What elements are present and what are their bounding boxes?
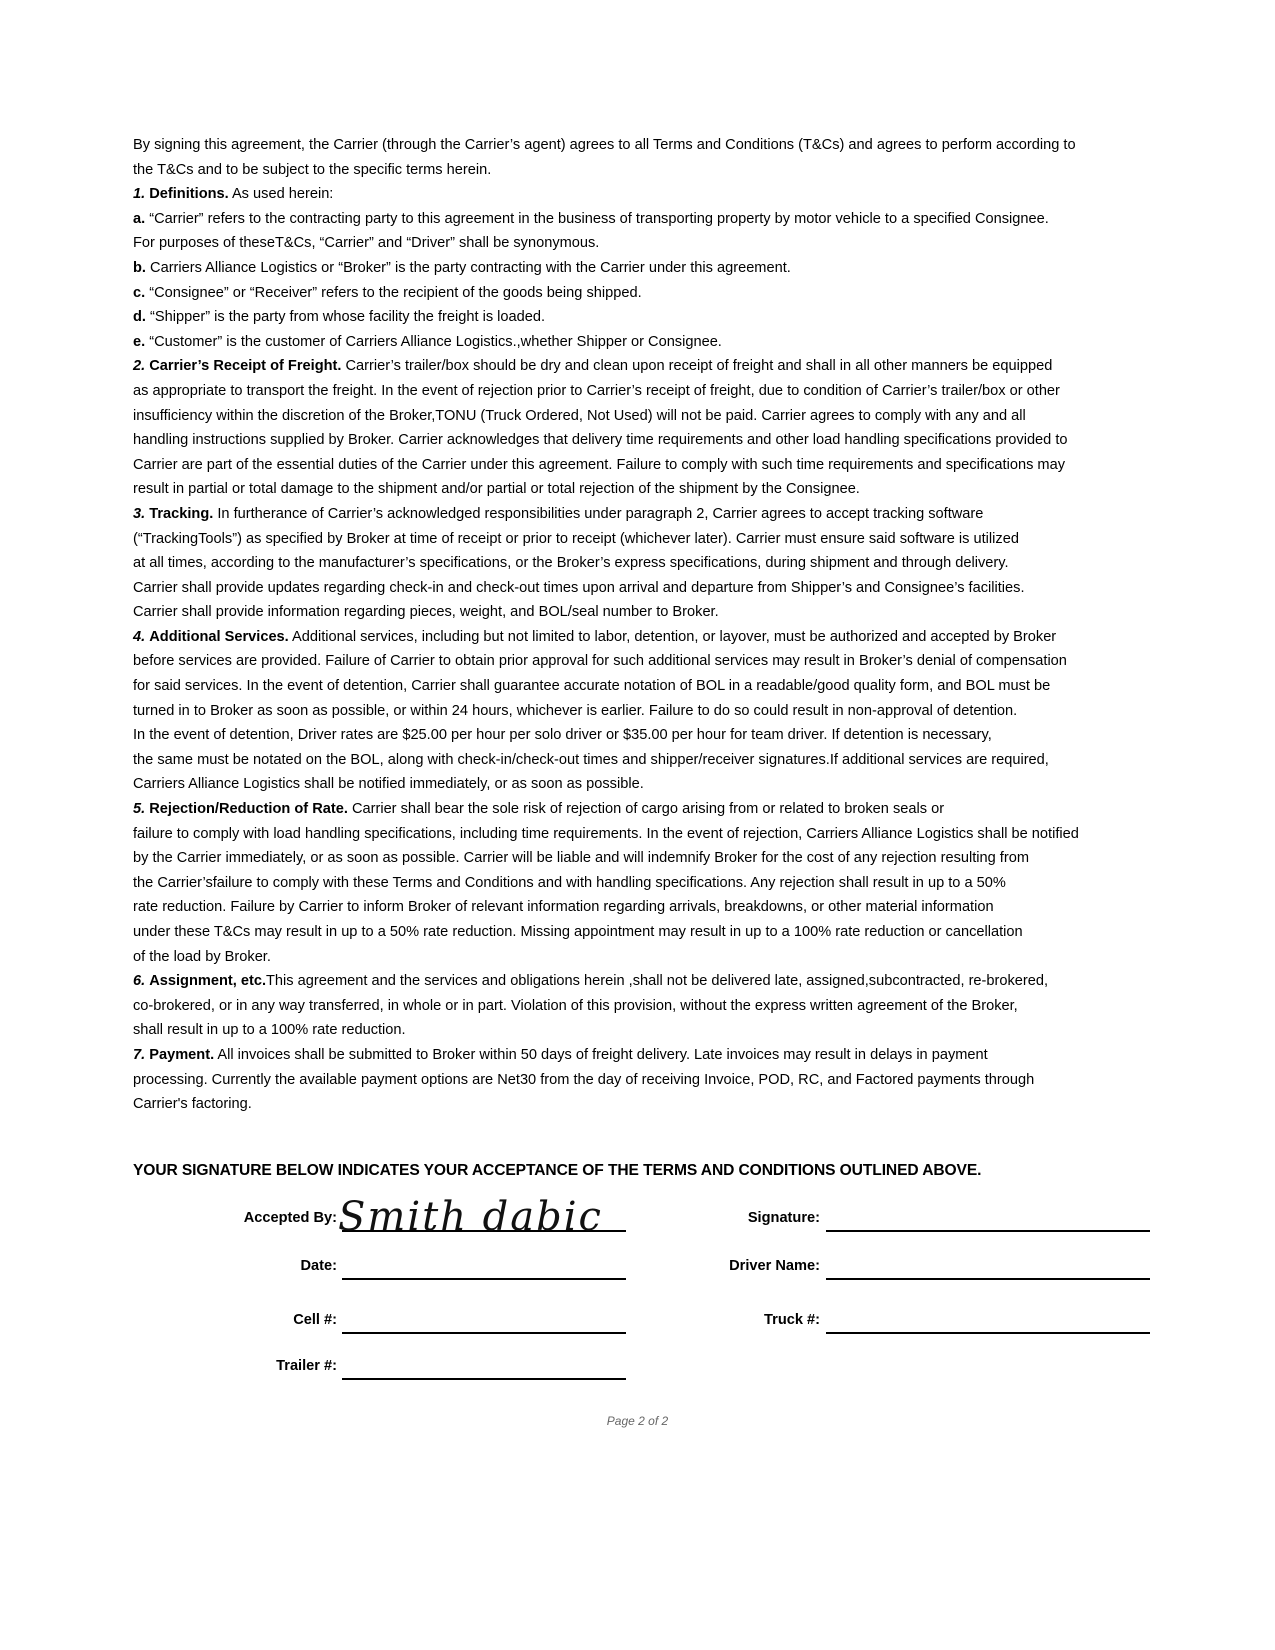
section-text: Carrier’s trailer/box should be dry and clean upon receipt of freight and shall in all other manners be equipped (341, 358, 1053, 375)
signature-text: Smith dabic (338, 1194, 603, 1240)
definition-label: c. (133, 284, 146, 301)
section-number: 7. (133, 1046, 146, 1063)
definition-a-cont: For purposes of theseT&Cs, “Carrier” and “Driver” shall be synonymous. (133, 235, 600, 252)
handwritten-signature (336, 1186, 636, 1242)
section-line: insufficiency within the discretion of the Broker,TONU (Truck Ordered, Not Used) will not be paid. Carrier agrees to comply with any and all (133, 407, 1026, 424)
cell-label: Cell #: (293, 1312, 337, 1328)
definition-e (133, 330, 1173, 355)
section-line: Carrier's factoring. (133, 1096, 252, 1113)
signature-label: Signature: (747, 1210, 820, 1226)
terms-body (133, 133, 1173, 1117)
section-line: before services are provided. Failure of Carrier to obtain prior approval for such additional services may result in Broker’s denial of compensation (133, 653, 1067, 670)
accepted-by-label: Accepted By: (243, 1210, 337, 1226)
definition-c (133, 281, 1173, 306)
section-number: 4. (133, 628, 146, 645)
section-assignment (133, 969, 1173, 994)
section-number: 3. (133, 505, 146, 522)
section-line: of the load by Broker. (133, 948, 271, 965)
trailer-field[interactable] (342, 1378, 626, 1380)
page-number: Page 2 of 2 (606, 1414, 669, 1428)
section-rejection (133, 797, 1173, 822)
definition-label: b. (133, 259, 146, 276)
section-line: rate reduction. Failure by Carrier to inform Broker of relevant information regarding arrivals, breakdowns, or other material information (133, 899, 994, 916)
section-line: by the Carrier immediately, or as soon as possible. Carrier will be liable and will indemnify Broker for the cost of any rejection resulting from (133, 850, 1029, 867)
section-definitions (133, 182, 1173, 207)
section-text: This agreement and the services and obligations herein ,shall not be delivered late, assigned,subcontracted, re-brokered, (266, 973, 1049, 990)
driver-name-label: Driver Name: (729, 1258, 820, 1274)
definition-a (133, 207, 1173, 232)
definition-text: “Consignee” or “Receiver” refers to the recipient of the goods being shipped. (145, 284, 642, 301)
section-line: at all times, according to the manufacturer’s specifications, or the Broker’s express specifications, during shipment and through delivery. (133, 555, 1009, 572)
signature-field[interactable] (826, 1230, 1150, 1232)
section-title: Tracking. (149, 505, 214, 522)
section-title: Payment. (149, 1046, 215, 1063)
intro-line: By signing this agreement, the Carrier (through the Carrier’s agent) agrees to all Terms and Conditions (T&Cs) and agrees to perform according to (133, 137, 1076, 153)
section-line: as appropriate to transport the freight. In the event of rejection prior to Carrier’s receipt of freight, due to condition of Carrier’s trailer/box or other (133, 382, 1060, 399)
definition-b (133, 256, 1173, 281)
section-title: Assignment, etc. (149, 973, 267, 990)
section-line: Carrier shall provide updates regarding check-in and check-out times upon arrival and departure from Shipper’s and Consignee’s facilities. (133, 579, 1025, 596)
section-title: Carrier’s Receipt of Freight. (149, 358, 342, 375)
definition-d (133, 305, 1173, 330)
trailer-label: Trailer #: (276, 1358, 337, 1374)
truck-label: Truck #: (764, 1312, 820, 1328)
section-line: In the event of detention, Driver rates are $25.00 per hour per solo driver or $35.00 per hour for team driver. If detention is necessary, (133, 727, 992, 744)
section-payment (133, 1043, 1173, 1068)
definition-label: a. (133, 210, 146, 227)
section-line: handling instructions supplied by Broker. Carrier acknowledges that delivery time requirements and other load handling specifications provided to (133, 432, 1068, 449)
section-line: processing. Currently the available payment options are Net30 from the day of receiving Invoice, POD, RC, and Factored payments through (133, 1071, 1035, 1088)
section-line: for said services. In the event of detention, Carrier shall guarantee accurate notation of BOL in a readable/good quality form, and BOL must be (133, 678, 1051, 695)
date-field[interactable] (342, 1278, 626, 1280)
driver-name-field[interactable] (826, 1278, 1150, 1280)
section-line: (“TrackingTools”) as specified by Broker at time of receipt or prior to receipt (whichever later). Carrier must ensure said software is utilized (133, 530, 1019, 547)
section-number: 1. (133, 186, 146, 203)
section-number: 2. (133, 358, 146, 375)
section-text: All invoices shall be submitted to Broker within 50 days of freight delivery. Late invoices may result in delays in payment (214, 1046, 988, 1063)
section-line: shall result in up to a 100% rate reduction. (133, 1022, 406, 1039)
definition-text: “Customer” is the customer of Carriers Alliance Logistics.,whether Shipper or Consignee. (145, 333, 722, 350)
section-line: result in partial or total damage to the shipment and/or partial or total rejection of the shipment by the Consignee. (133, 481, 860, 498)
section-title: Additional Services. (149, 628, 289, 645)
cell-field[interactable] (342, 1332, 626, 1334)
section-line: the same must be notated on the BOL, along with check-in/check-out times and shipper/receiver signatures.If additional services are required, (133, 751, 1049, 768)
section-number: 6. (133, 973, 146, 990)
definition-text: Carriers Alliance Logistics or “Broker” is the party contracting with the Carrier under this agreement. (145, 259, 791, 276)
section-text: Additional services, including but not limited to labor, detention, or layover, must be authorized and accepted by Broker (288, 628, 1057, 645)
definition-text: “Carrier” refers to the contracting party to this agreement in the business of transporting property by motor vehicle to a specified Consignee. (145, 210, 1049, 227)
truck-field[interactable] (826, 1332, 1150, 1334)
section-line: Carrier are part of the essential duties of the Carrier under this agreement. Failure to comply with such time requirements and specifications may (133, 456, 1065, 473)
section-number: 5. (133, 801, 146, 818)
acceptance-statement: YOUR SIGNATURE BELOW INDICATES YOUR ACCEPTANCE OF THE TERMS AND CONDITIONS OUTLINED ABOVE. (133, 1162, 982, 1179)
section-line: the Carrier’sfailure to comply with these Terms and Conditions and with handling specifications. Any rejection shall result in up to a 50% (133, 874, 1006, 891)
section-line: failure to comply with load handling specifications, including time requirements. In the event of rejection, Carriers Alliance Logistics shall be notified (133, 825, 1079, 842)
definition-label: d. (133, 309, 146, 326)
definition-text: “Shipper” is the party from whose facility the freight is loaded. (145, 309, 546, 326)
section-text: In furtherance of Carrier’s acknowledged responsibilities under paragraph 2, Carrier agrees to accept tracking software (213, 505, 984, 522)
date-label: Date: (300, 1258, 337, 1274)
section-line: under these T&Cs may result in up to a 50% rate reduction. Missing appointment may result in up to a 100% rate reduction or cancellation (133, 924, 1023, 940)
section-line: turned in to Broker as soon as possible, or within 24 hours, whichever is earlier. Failure to do so could result in non-approval of detention. (133, 702, 1018, 719)
section-text: As used herein: (228, 186, 334, 203)
section-line: Carriers Alliance Logistics shall be notified immediately, or as soon as possible. (133, 776, 644, 793)
section-text: Carrier shall bear the sole risk of rejection of cargo arising from or related to broken seals or (347, 801, 945, 818)
section-line: co-brokered, or in any way transferred, in whole or in part. Violation of this provision, without the express written agreement of the Broker, (133, 997, 1018, 1014)
section-receipt-of-freight (133, 354, 1173, 379)
definition-label: e. (133, 333, 146, 350)
section-title: Rejection/Reduction of Rate. (149, 801, 348, 818)
section-line: Carrier shall provide information regarding pieces, weight, and BOL/seal number to Broker. (133, 604, 719, 621)
section-title: Definitions. (149, 186, 229, 203)
section-additional-services (133, 625, 1173, 650)
intro-line: the T&Cs and to be subject to the specific terms herein. (133, 161, 492, 178)
section-tracking (133, 502, 1173, 527)
